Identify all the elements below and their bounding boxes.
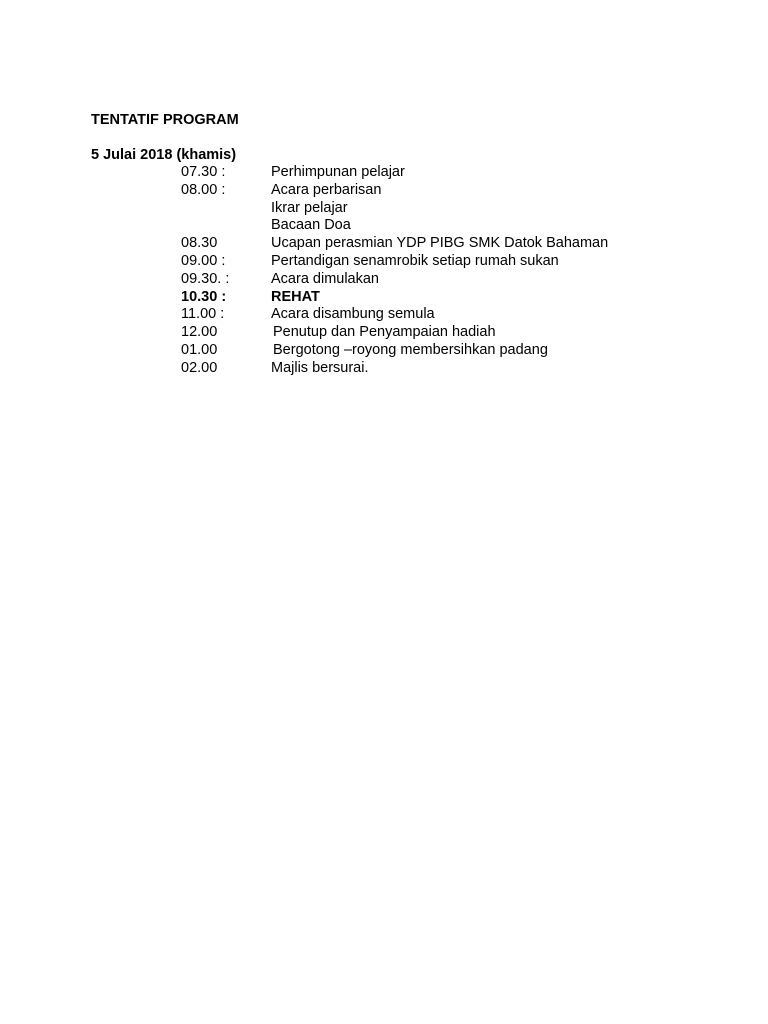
schedule-activity: Penutup dan Penyampaian hadiah — [273, 324, 496, 341]
schedule-activity: Acara dimulakan — [271, 270, 379, 287]
schedule-activity: Bergotong –royong membersihkan padang — [273, 341, 548, 358]
schedule-row — [0, 360, 768, 378]
schedule-row — [0, 200, 768, 218]
schedule-time: 09.00 : — [181, 252, 226, 269]
schedule-row-break — [0, 289, 768, 307]
schedule-activity: Ucapan perasmian YDP PIBG SMK Datok Bahaman — [271, 235, 609, 252]
schedule-activity: Pertandigan senamrobik setiap rumah sukan — [271, 252, 559, 269]
schedule-row — [0, 306, 768, 324]
schedule-time: 07.30 : — [181, 164, 226, 180]
schedule-time: 08.00 : — [181, 181, 226, 198]
schedule-row — [0, 342, 768, 360]
schedule-time: 01.00 — [181, 341, 218, 358]
schedule-activity: Acara perbarisan — [271, 181, 382, 198]
schedule-activity: REHAT — [271, 288, 320, 305]
schedule-time: 11.00 : — [181, 306, 225, 323]
schedule-activity: Ikrar pelajar — [271, 199, 348, 216]
schedule-row — [0, 235, 768, 253]
schedule-row — [0, 217, 768, 235]
schedule-time: 12.00 — [181, 324, 218, 341]
schedule-activity: Acara disambung semula — [271, 306, 435, 323]
schedule-list — [0, 164, 768, 378]
schedule-time: 09.30. : — [181, 270, 230, 287]
schedule-time: 08.30 — [181, 235, 218, 252]
schedule-row — [0, 253, 768, 271]
schedule-row — [0, 324, 768, 342]
schedule-activity: Majlis bersurai. — [271, 359, 369, 376]
schedule-activity: Perhimpunan pelajar — [271, 164, 405, 180]
schedule-time: 10.30 : — [181, 288, 227, 305]
date-heading: 5 Julai 2018 (khamis) — [91, 147, 237, 163]
schedule-activity: Bacaan Doa — [271, 217, 351, 234]
schedule-row — [0, 182, 768, 200]
schedule-time: 02.00 — [181, 359, 218, 376]
document-title: TENTATIF PROGRAM — [91, 112, 239, 128]
schedule-row — [0, 164, 768, 182]
schedule-row — [0, 271, 768, 289]
